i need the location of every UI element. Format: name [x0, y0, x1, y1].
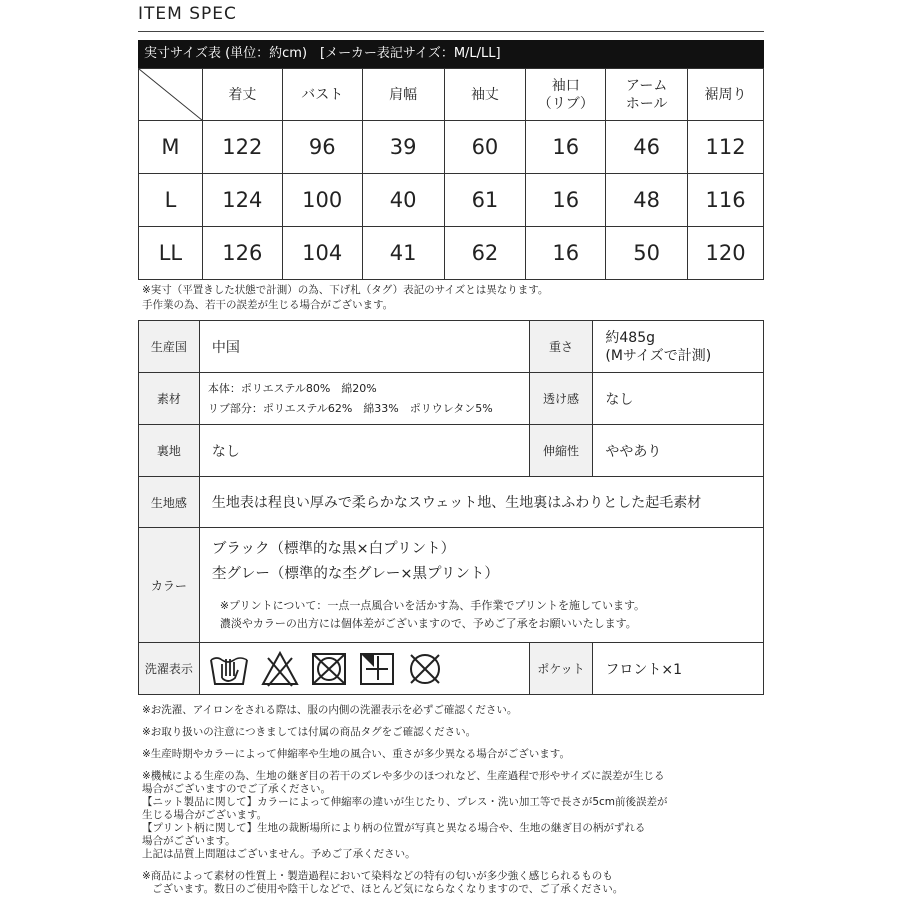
material-value	[199, 373, 529, 425]
color-line: 杢グレー（標準的な杢グレー×黒プリント）	[211, 566, 499, 582]
note-line: 場合がございます。	[142, 835, 236, 847]
col-header-line: アーム	[625, 77, 668, 94]
col-header	[526, 69, 606, 121]
note-line: ※機械による生産の為、生地の継ぎ目の若干のズレや多少のほつれなど、生産過程で形やサイズに誤差が生じる	[142, 770, 665, 782]
size-note: 手作業の為、若干の誤差が生じる場合がございます。	[142, 299, 394, 311]
page-title: ITEM SPEC	[138, 4, 237, 24]
size-cell: 40	[362, 174, 444, 227]
lining-label: 裏地	[139, 425, 200, 477]
size-cell: 46	[606, 121, 688, 174]
size-cell: 126	[202, 227, 282, 280]
color-note	[212, 597, 763, 633]
size-cell: 39	[362, 121, 444, 174]
size-label: L	[139, 174, 203, 227]
col-header: 裾周り	[688, 69, 764, 121]
note-line: 上記は品質上問題はございません。予めご了承ください。	[142, 848, 416, 860]
size-cell: 50	[606, 227, 688, 280]
color-label: カラー	[139, 528, 200, 643]
col-header-line: 袖口	[551, 77, 580, 94]
material-line: リブ部分：ポリエステル62% 綿33% ポリウレタン5%	[207, 401, 493, 415]
hand-wash-icon	[208, 650, 250, 688]
spec-table	[138, 320, 764, 695]
size-cell: 116	[688, 174, 764, 227]
size-cell: 16	[526, 174, 606, 227]
weight-value	[593, 321, 764, 373]
note-line: ございます。数日のご使用や陰干しなどで、ほとんど気にならなくなりますので、ご了承ください。	[152, 883, 624, 895]
size-cell: 120	[688, 227, 764, 280]
color-note-line: ※プリントについて：一点一点風合いを活かす為、手作業でプリントを施しています。	[219, 599, 646, 612]
size-cell: 16	[526, 227, 606, 280]
pocket-value: フロント×1	[593, 643, 764, 695]
col-header: 着丈	[202, 69, 282, 121]
color-line: ブラック（標準的な黒×白プリント）	[211, 541, 456, 557]
no-tumble-dry-icon	[310, 650, 348, 688]
note-line: ※お取り扱いの注意につきましては付属の商品タグをご確認ください。	[142, 726, 477, 738]
size-note: ※実寸（平置きした状態で計測）の為、下げ札（タグ）表記のサイズとは異なります。	[142, 284, 549, 296]
size-cell: 16	[526, 121, 606, 174]
size-cell: 104	[282, 227, 362, 280]
note-line: 場合がございますのでご了承ください。	[142, 783, 331, 795]
stretch-label: 伸縮性	[529, 425, 593, 477]
col-header: 袖丈	[444, 69, 526, 121]
note-line: ※生産時期やカラーによって伸縮率や生地の風合い、重さが多少異なる場合がございます。	[142, 748, 570, 760]
note-line: 【プリント柄に関して】生地の裁断場所により柄の位置が写真と異なる場合や、生地の継ぎ目の柄がずれる	[142, 822, 646, 834]
size-cell: 96	[282, 121, 362, 174]
col-header: 肩幅	[362, 69, 444, 121]
col-header-line: （リブ）	[537, 95, 594, 112]
note-line: 生じる場合がございます。	[142, 809, 268, 821]
size-table	[138, 68, 764, 280]
size-cell: 48	[606, 174, 688, 227]
size-label: M	[139, 121, 203, 174]
table-row	[139, 174, 764, 227]
col-header: バスト	[282, 69, 362, 121]
lining-value: なし	[199, 425, 529, 477]
fabric-value: 生地表は程良い厚みで柔らかなスウェット地、生地裏はふわりとした起毛素材	[199, 477, 763, 528]
size-cell: 112	[688, 121, 764, 174]
fabric-label: 生地感	[139, 477, 200, 528]
origin-label: 生産国	[139, 321, 200, 373]
wash-label: 洗濯表示	[139, 643, 200, 695]
weight-label: 重さ	[529, 321, 593, 373]
material-label: 素材	[139, 373, 200, 425]
col-header-line: ホール	[625, 95, 668, 112]
material-line: 本体：ポリエステル80% 綿20%	[207, 381, 377, 395]
color-value	[199, 528, 763, 643]
col-header	[606, 69, 688, 121]
no-dry-clean-icon	[406, 650, 444, 688]
weight-value-line: 約485g	[605, 329, 655, 346]
table-row	[139, 121, 764, 174]
size-cell: 62	[444, 227, 526, 280]
size-label: LL	[139, 227, 203, 280]
note-line: 【ニット製品に関して】カラーによって伸縮率の違いが生じたり、プレス・洗い加工等で長さが5cm前後誤差が	[142, 796, 668, 808]
pocket-label: ポケット	[529, 643, 593, 695]
weight-value-line: (Mサイズで計測)	[605, 347, 712, 364]
title-divider	[138, 31, 764, 32]
size-cell: 100	[282, 174, 362, 227]
sheer-value: なし	[593, 373, 764, 425]
size-cell: 61	[444, 174, 526, 227]
size-cell: 122	[202, 121, 282, 174]
sheer-label: 透け感	[529, 373, 593, 425]
table-row	[139, 227, 764, 280]
size-table-header: 実寸サイズ表 (単位：約cm) [メーカー表記サイズ：M/L/LL]	[138, 40, 764, 68]
note-line: ※お洗濯、アイロンをされる際は、服の内側の洗濯表示を必ずご確認ください。	[142, 704, 518, 716]
origin-value: 中国	[199, 321, 529, 373]
size-table-corner	[139, 69, 203, 121]
no-bleach-icon	[260, 650, 300, 688]
wash-icons	[199, 643, 529, 695]
stretch-value: ややあり	[593, 425, 764, 477]
bottom-notes	[142, 704, 762, 896]
note-line: ※商品によって素材の性質上・製造過程において染料などの特有の匂いが多少強く感じられるものも	[142, 870, 613, 882]
size-cell: 41	[362, 227, 444, 280]
shade-dry-icon	[358, 650, 396, 688]
size-cell: 124	[202, 174, 282, 227]
color-note-line: 濃淡やカラーの出方には個体差がございますので、予めご了承をお願いいたします。	[219, 617, 637, 630]
size-cell: 60	[444, 121, 526, 174]
